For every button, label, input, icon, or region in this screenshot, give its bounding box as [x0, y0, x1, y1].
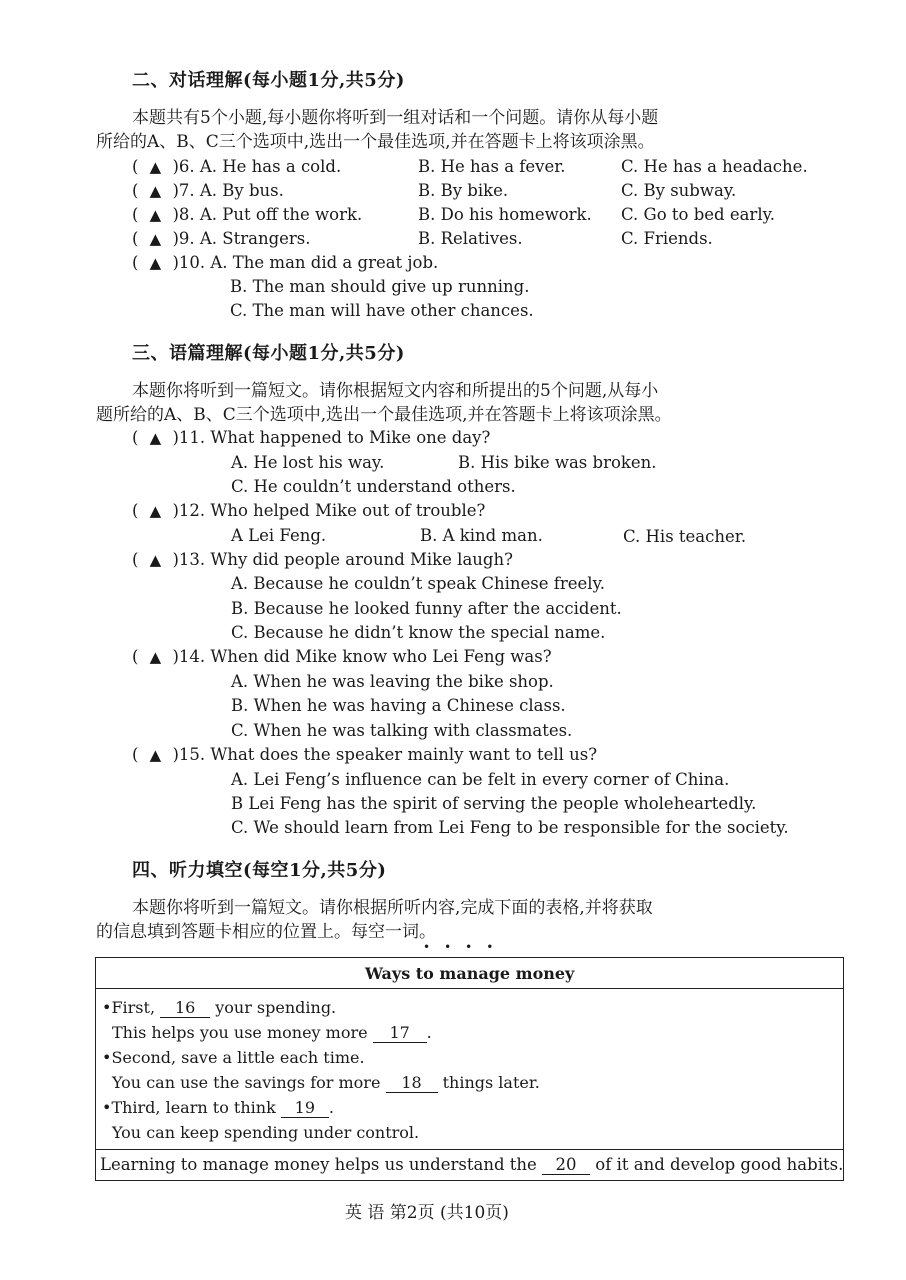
question-8-option-c: C. Go to bed early.	[621, 205, 775, 224]
question-7-option-c: C. By subway.	[621, 181, 737, 200]
table-line: You can use the savings for more 18 things later.	[112, 1073, 540, 1092]
blank-16: 16	[160, 999, 210, 1018]
question-10-option-c: C. The man will have other chances.	[230, 301, 534, 320]
question-11-option-b: B. His bike was broken.	[458, 453, 657, 472]
question-8: ( ▲ )8. A. Put off the work.	[132, 205, 363, 224]
answer-marker-icon: ▲	[149, 502, 162, 520]
question-14-option-a: A. When he was leaving the bike shop.	[231, 672, 554, 691]
question-14: ( ▲ )14. When did Mike know who Lei Feng was?	[132, 647, 552, 666]
blank-17: 17	[373, 1024, 427, 1043]
instruction-line: 题所给的A、B、C三个选项中,选出一个最佳选项,并在答题卡上将该项涂黑。	[96, 405, 672, 425]
answer-marker-icon: ▲	[149, 551, 162, 569]
question-stem: What happened to Mike one day?	[210, 428, 491, 447]
question-10: ( ▲ )10. A. The man did a great job.	[132, 253, 439, 272]
question-13-option-c: C. Because he didn’t know the special name.	[231, 623, 606, 642]
question-12-option-a: A Lei Feng.	[231, 526, 327, 545]
question-6-option-b: B. He has a fever.	[418, 157, 566, 176]
question-stem: What does the speaker mainly want to tell us?	[210, 745, 598, 764]
table-line: •Second, save a little each time.	[102, 1048, 365, 1067]
table-title: Ways to manage money	[96, 958, 844, 989]
instruction-line: 本题你将听到一篇短文。请你根据短文内容和所提出的5个问题,从每小	[132, 381, 659, 401]
question-12-option-b: B. A kind man.	[420, 526, 543, 545]
question-15-option-b: B Lei Feng has the spirit of serving the people wholeheartedly.	[231, 794, 757, 813]
option-a: A. Strangers.	[199, 229, 311, 248]
option-a: A. The man did a great job.	[210, 253, 439, 272]
section-3-title: 三、语篇理解(每小题1分,共5分)	[132, 343, 405, 364]
answer-marker-icon: ▲	[149, 254, 162, 272]
option-a: A. By bus.	[199, 181, 284, 200]
question-13-option-a: A. Because he couldn’t speak Chinese freely.	[231, 574, 605, 593]
question-15: ( ▲ )15. What does the speaker mainly want to tell us?	[132, 745, 598, 764]
answer-marker-icon: ▲	[149, 182, 162, 200]
question-8-option-b: B. Do his homework.	[418, 205, 592, 224]
question-11-option-c: C. He couldn’t understand others.	[231, 477, 516, 496]
table-body	[96, 989, 844, 1150]
question-14-option-c: C. When he was talking with classmates.	[231, 721, 573, 740]
answer-marker-icon: ▲	[149, 429, 162, 447]
instruction-line: 本题你将听到一篇短文。请你根据所听内容,完成下面的表格,并将获取	[132, 898, 653, 918]
question-11: ( ▲ )11. What happened to Mike one day?	[132, 428, 491, 447]
instruction-line: 本题共有5个小题,每小题你将听到一组对话和一个问题。请你从每小题	[132, 108, 659, 128]
question-14-option-b: B. When he was having a Chinese class.	[231, 696, 566, 715]
table-line: You can keep spending under control.	[112, 1123, 420, 1142]
table-line: This helps you use money more 17 .	[112, 1023, 432, 1042]
question-13: ( ▲ )13. Why did people around Mike laugh?	[132, 550, 513, 569]
question-stem: When did Mike know who Lei Feng was?	[210, 647, 552, 666]
question-13-option-b: B. Because he looked funny after the accident.	[231, 599, 622, 618]
answer-marker-icon: ▲	[149, 158, 162, 176]
question-9-option-c: C. Friends.	[621, 229, 713, 248]
answer-marker-icon: ▲	[149, 746, 162, 764]
question-12: ( ▲ )12. Who helped Mike out of trouble?	[132, 501, 486, 520]
question-15-option-a: A. Lei Feng’s influence can be felt in every corner of China.	[231, 770, 730, 789]
instruction-line: 所给的A、B、C三个选项中,选出一个最佳选项,并在答题卡上将该项涂黑。	[96, 132, 655, 152]
table-line: •First, 16 your spending.	[102, 998, 337, 1017]
answer-marker-icon: ▲	[149, 206, 162, 224]
blank-20: 20	[542, 1156, 590, 1175]
blank-18: 18	[386, 1074, 438, 1093]
section-3-instructions	[96, 379, 816, 427]
table-line: •Third, learn to think 19 .	[102, 1098, 334, 1117]
question-6-option-c: C. He has a headache.	[621, 157, 808, 176]
page-footer: 英 语 第2页 (共10页)	[345, 1203, 509, 1223]
question-7-option-b: B. By bike.	[418, 181, 509, 200]
question-9: ( ▲ )9. A. Strangers.	[132, 229, 311, 248]
section-4-instructions	[96, 896, 816, 944]
question-10-option-b: B. The man should give up running.	[230, 277, 530, 296]
question-15-option-c: C. We should learn from Lei Feng to be responsible for the society.	[231, 818, 789, 837]
instruction-line: 的信息填到答题卡相应的位置上。每空一词。	[96, 922, 436, 942]
section-2-instructions	[96, 106, 816, 154]
answer-marker-icon: ▲	[149, 230, 162, 248]
question-6: ( ▲ )6. A. He has a cold.	[132, 157, 342, 176]
question-12-option-c: C. His teacher.	[623, 527, 747, 546]
question-9-option-b: B. Relatives.	[418, 229, 523, 248]
answer-marker-icon: ▲	[149, 648, 162, 666]
table-summary: Learning to manage money helps us understand the 20 of it and develop good habits.	[96, 1150, 844, 1181]
question-7: ( ▲ )7. A. By bus.	[132, 181, 284, 200]
emphasis-dots: ••••	[423, 940, 508, 954]
option-a: A. Put off the work.	[199, 205, 363, 224]
question-11-option-a: A. He lost his way.	[231, 453, 385, 472]
section-2-title: 二、对话理解(每小题1分,共5分)	[132, 70, 405, 91]
option-a: A. He has a cold.	[199, 157, 342, 176]
question-stem: Who helped Mike out of trouble?	[210, 501, 486, 520]
ways-to-manage-money-table	[95, 957, 844, 1181]
section-4-title: 四、听力填空(每空1分,共5分)	[132, 860, 387, 881]
question-stem: Why did people around Mike laugh?	[210, 550, 513, 569]
blank-19: 19	[281, 1099, 329, 1118]
